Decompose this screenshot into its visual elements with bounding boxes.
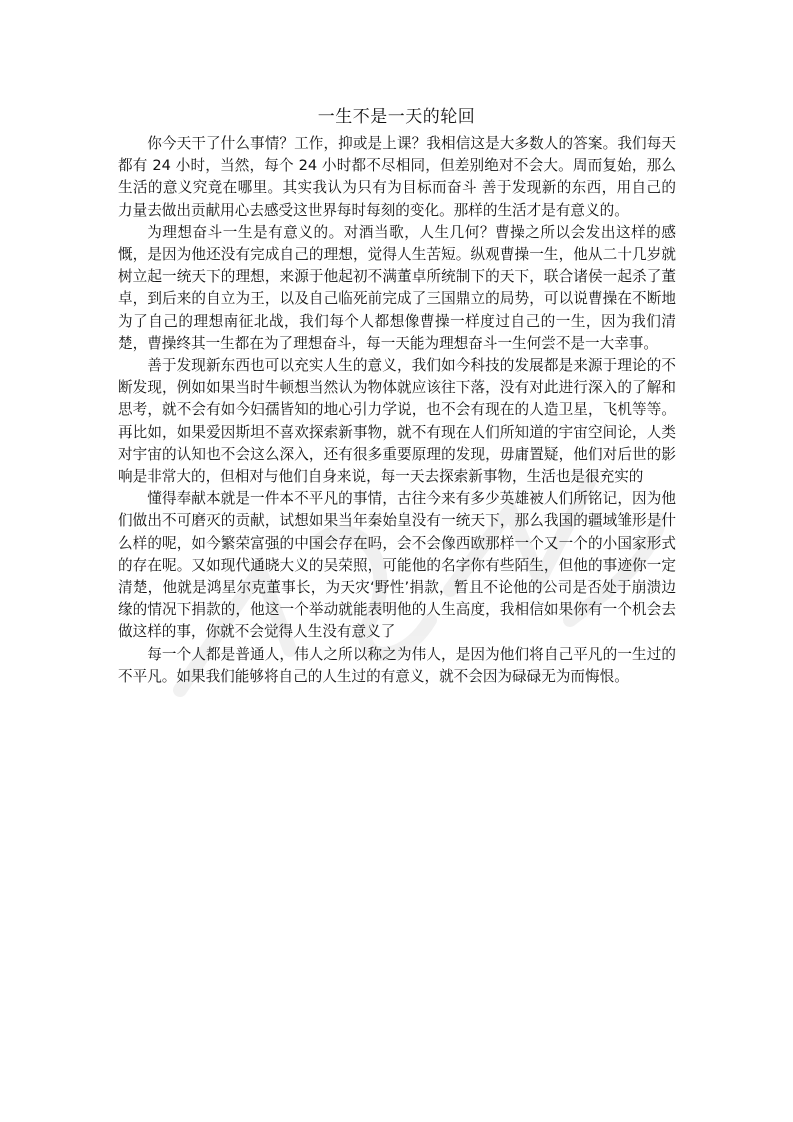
paragraph-3: 善于发现新东西也可以充实人生的意义，我们如今科技的发展都是来源于理论的不断发现，例如如果当时牛顿想当然认为物体就应该往下落，没有对此进行深入的了解和思考，就不会有如今妇孺皆知的地心引力学说，也不会有现在的人造卫星，飞机等等。再比如，如果爱因斯坦不喜欢探索新事物，就不有现在人们所知道的宇宙空间论，人类对宇宙的认知也不会这么深入，还有很多重要原理的发现，毋庸置疑，他们对后世的影响是非常大的，但相对与他们自身来说，每一天去探索新事物，生活也是很充实的 [118,357,676,486]
document-title: 一生不是一天的轮回 [317,107,476,127]
paragraph-2: 为理想奋斗一生是有意义的。对酒当歌，人生几何？曹操之所以会发出这样的感慨，是因为他还没有完成自己的理想，觉得人生苦短。纵观曹操一生，他从二十几岁就树立起一统天下的理想，来源于他起初不满董卓所统制下的天下，联合诸侯一起杀了董卓，到后来的自立为王，以及自己临死前完成了三国鼎立的局势，可以说曹操在不断地为了自己的理想南征北战，我们每个人都想像曹操一样度过自己的一生，因为我们清楚，曹操终其一生都在为了理想奋斗，每一天能为理想奋斗一生何尝不是一大幸事。 [118,223,676,352]
paragraph-4: 懂得奉献本就是一件本不平凡的事情，古往今来有多少英雄被人们所铭记，因为他们做出不可磨灭的贡献，试想如果当年秦始皇没有一统天下，那么我国的疆域雏形是什么样的呢，如今繁荣富强的中国会存在吗，会不会像西欧那样一个又一个的小国家形式的存在呢。又如现代通晓大义的吴荣照，可能他的名字你有些陌生，但他的事迹你一定清楚，他就是鸿星尔克董事长，为天灾‘野性’捐款，暂且不论他的公司是否处于崩溃边缘的情况下捐款的，他这一个举动就能表明他的人生高度，我相信如果你有一个机会去做这样的事，你就不会觉得人生没有意义了 [118,490,676,641]
document-body [118,133,676,688]
paragraph-1: 你今天干了什么事情？工作，抑或是上课？我相信这是大多数人的答案。我们每天都有 24 小时，当然，每个 24 小时都不尽相同，但差别绝对不会大。周而复始，那么生活的意义究竟在哪里。其实我认为只有为目标而奋斗 善于发现新的东西，用自己的力量去做出贡献用心去感受这世界每时每刻的变化。那样的生活才是有意义的。 [118,135,676,219]
paragraph-5: 每一个人都是普通人，伟人之所以称之为伟人，是因为他们将自己平凡的一生过的不平凡。如果我们能够将自己的人生过的有意义，就不会因为碌碌无为而悔恨。 [118,645,676,685]
